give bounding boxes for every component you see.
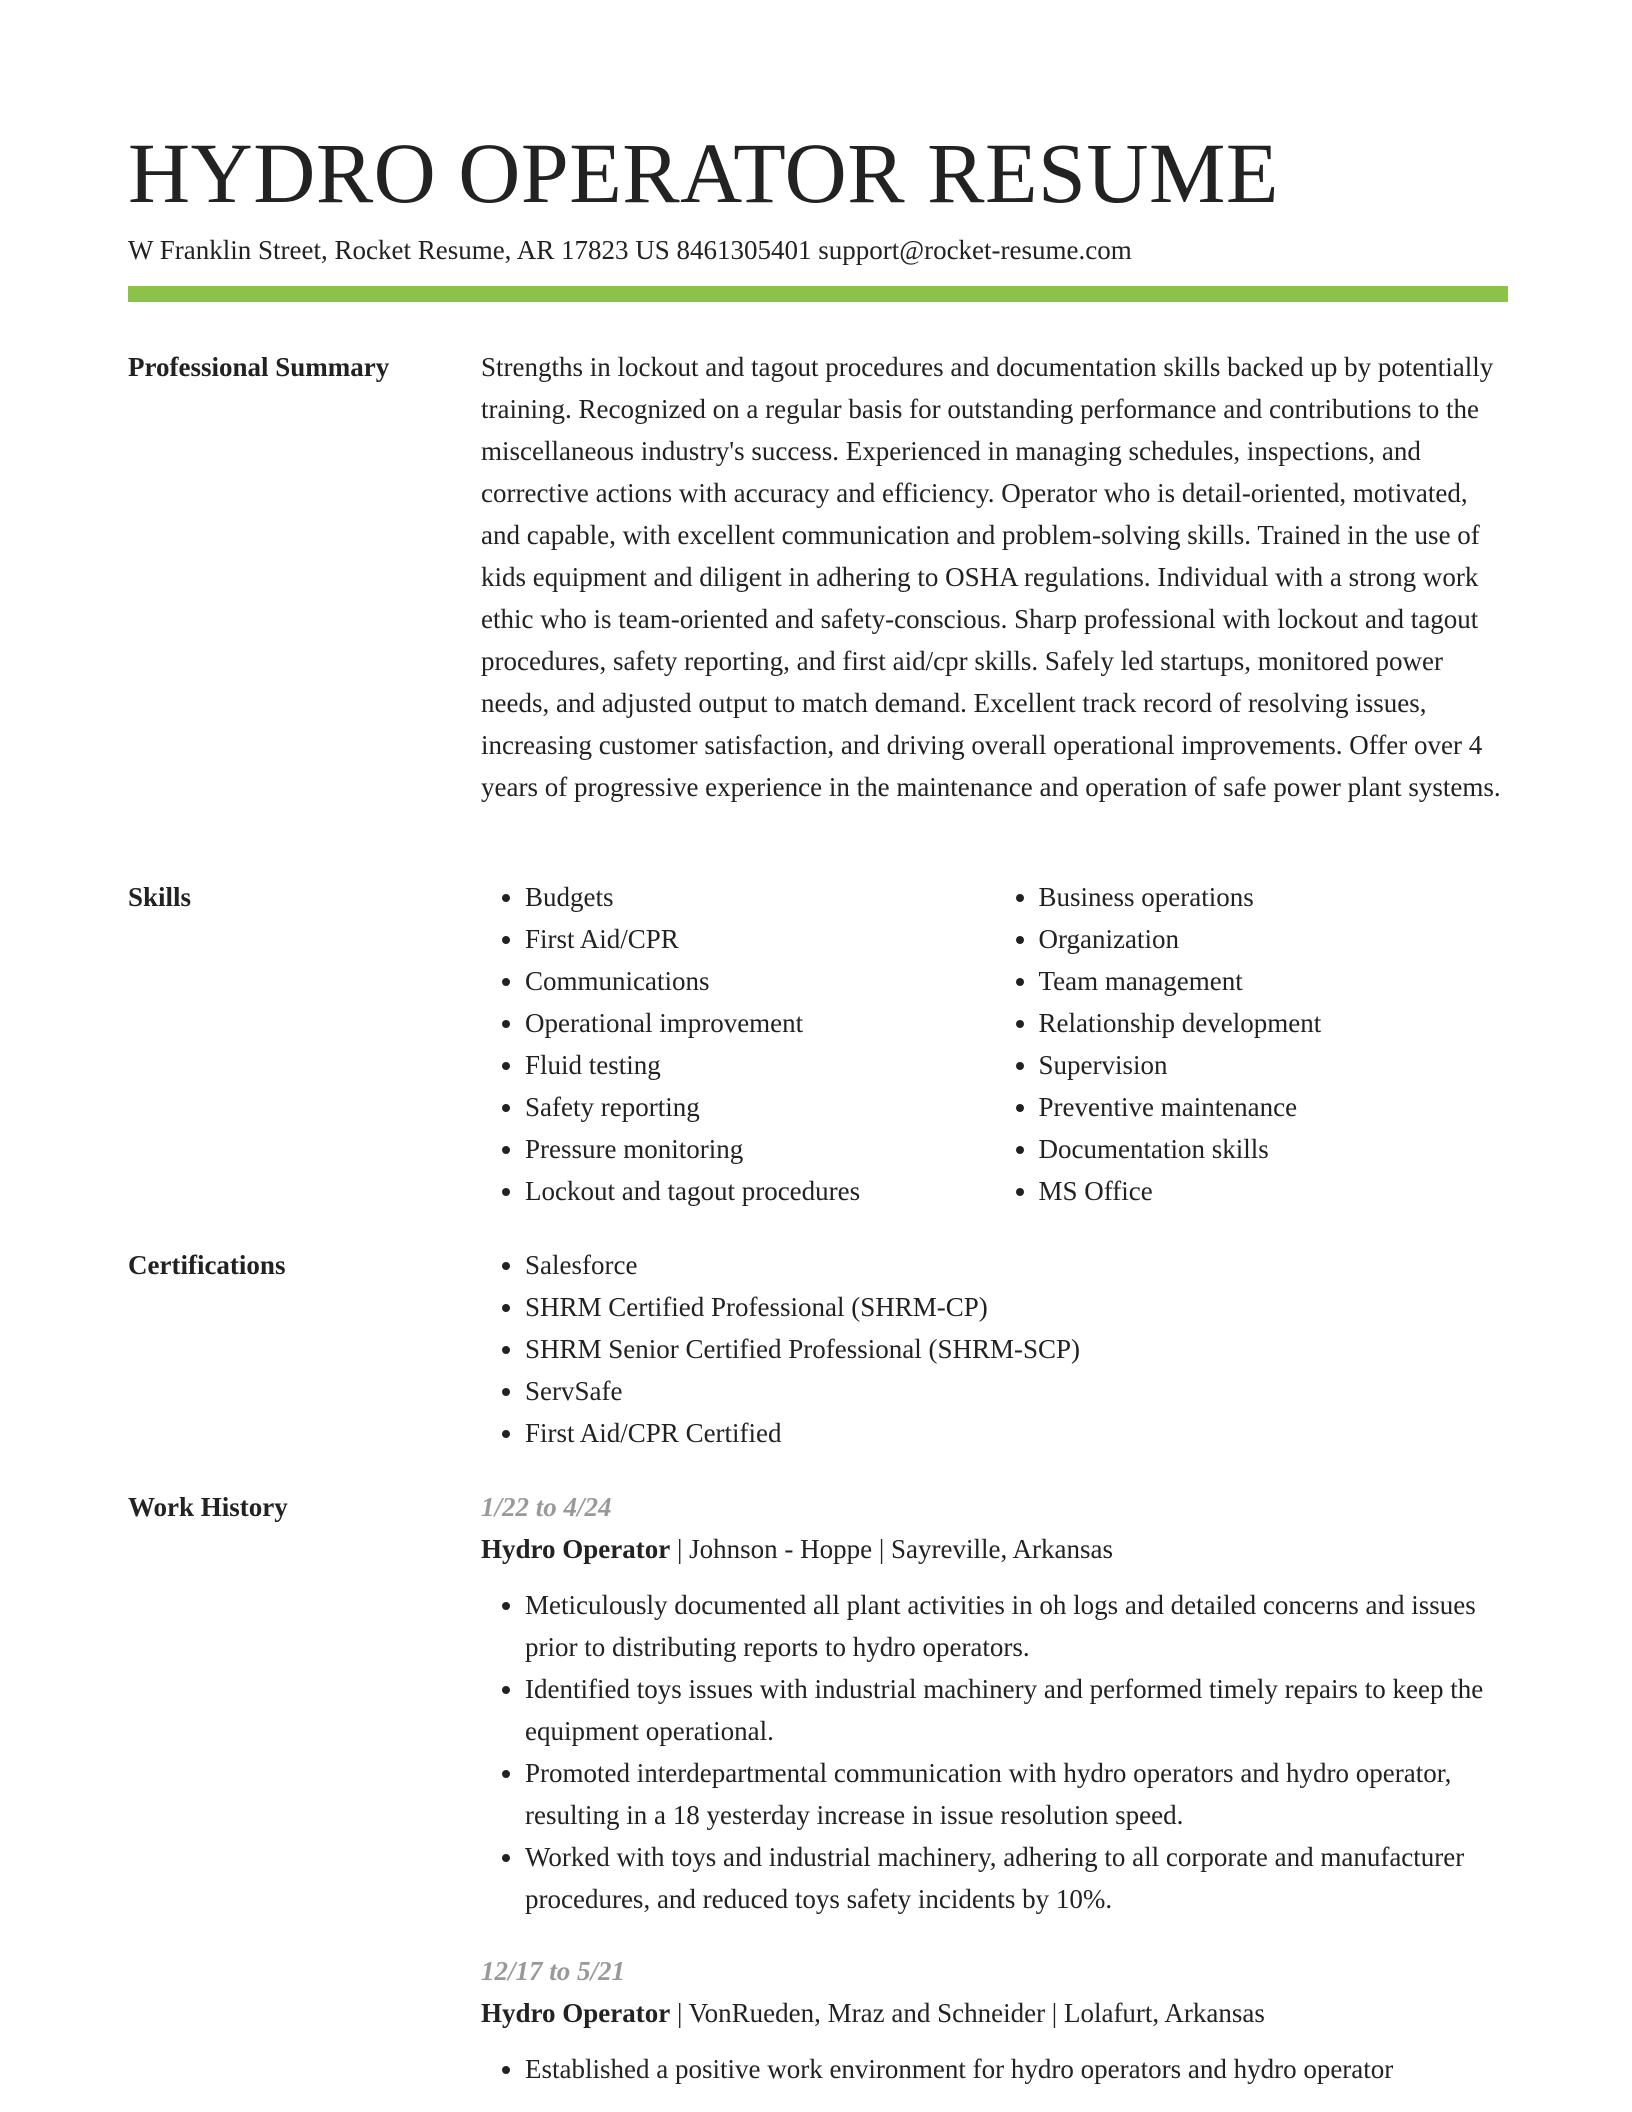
skill-item: • Relationship development (1039, 1002, 1509, 1044)
skill-item: • Lockout and tagout procedures (525, 1170, 995, 1212)
job-details: | Johnson - Hoppe | Sayreville, Arkansas (670, 1534, 1113, 1564)
certifications-body (481, 1244, 1508, 1454)
skill-item: • Budgets (525, 876, 995, 918)
job-bullets (481, 1584, 1508, 1920)
job-bullet: • Worked with toys and industrial machinery, adhering to all corporate and manufacturer procedures, and reduced toys safety incidents by 10%. (525, 1836, 1508, 1920)
skills-list-right (995, 876, 1509, 1212)
summary-label: Professional Summary (128, 352, 390, 382)
skill-item: • Documentation skills (1039, 1128, 1509, 1170)
skill-item: • Team management (1039, 960, 1509, 1002)
skill-item: • MS Office (1039, 1170, 1509, 1212)
job-heading (481, 1528, 1508, 1570)
job-bullet: • Promoted interdepartmental communication with hydro operators and hydro operator, resulting in a 18 yesterday increase in issue resolution speed. (525, 1752, 1508, 1836)
job-dates: 12/17 to 5/21 (481, 1956, 626, 1986)
skill-item: • Communications (525, 960, 995, 1002)
skill-item: • Supervision (1039, 1044, 1509, 1086)
skill-item: • Organization (1039, 918, 1509, 960)
certification-item: • Salesforce (525, 1244, 1508, 1286)
page-title: HYDRO OPERATOR RESUME (128, 125, 1279, 221)
work-history-body (481, 1486, 1508, 2090)
skill-item: • Safety reporting (525, 1086, 995, 1128)
skills-list-left (481, 876, 995, 1212)
certification-item: • SHRM Certified Professional (SHRM-CP) (525, 1286, 1508, 1328)
job-details: | VonRueden, Mraz and Schneider | Lolafurt, Arkansas (670, 1998, 1265, 2028)
skills-label: Skills (128, 882, 192, 912)
certifications-list (481, 1244, 1508, 1454)
job-dates: 1/22 to 4/24 (481, 1492, 612, 1522)
job-bullet: • Established a positive work environment for hydro operators and hydro operator (525, 2048, 1508, 2090)
skills-grid (481, 876, 1508, 1212)
job-bullet: • Identified toys issues with industrial machinery and performed timely repairs to keep the equipment operational. (525, 1668, 1508, 1752)
skill-item: • First Aid/CPR (525, 918, 995, 960)
job-entry (481, 1950, 1508, 2090)
certification-item: • ServSafe (525, 1370, 1508, 1412)
certifications-label: Certifications (128, 1250, 286, 1280)
job-heading (481, 1992, 1508, 2034)
job-title: Hydro Operator (481, 1534, 671, 1564)
skill-item: • Preventive maintenance (1039, 1086, 1509, 1128)
header-divider (128, 286, 1508, 302)
job-title: Hydro Operator (481, 1998, 671, 2028)
skill-item: • Fluid testing (525, 1044, 995, 1086)
job-bullet: • Meticulously documented all plant activities in oh logs and detailed concerns and issues prior to distributing reports to hydro operators. (525, 1584, 1508, 1668)
skills-body (481, 876, 1508, 1212)
work-history-label: Work History (128, 1492, 288, 1522)
skill-item: • Business operations (1039, 876, 1509, 918)
certification-item: • SHRM Senior Certified Professional (SHRM-SCP) (525, 1328, 1508, 1370)
job-bullets (481, 2048, 1508, 2090)
certification-item: • First Aid/CPR Certified (525, 1412, 1508, 1454)
skill-item: • Operational improvement (525, 1002, 995, 1044)
summary-text: Strengths in lockout and tagout procedures and documentation skills backed up by potentially training. Recognized on a regular basis for outstanding performance and contributions to the miscellaneous industry's success. Experienced in managing schedules, inspections, and corrective actions with accuracy and efficiency. Operator who is detail-oriented, motivated, and capable, with excellent communication and problem-solving skills. Trained in the use of kids equipment and diligent in adhering to OSHA regulations. Individual with a strong work ethic who is team-oriented and safety-conscious. Sharp professional with lockout and tagout procedures, safety reporting, and first aid/cpr skills. Safely led startups, monitored power needs, and adjusted output to match demand. Excellent track record of resolving issues, increasing customer satisfaction, and driving overall operational improvements. Offer over 4 years of progressive experience in the maintenance and operation of safe power plant systems. (481, 352, 1501, 802)
skill-item: • Pressure monitoring (525, 1128, 995, 1170)
summary-body (481, 346, 1508, 808)
job-entry (481, 1486, 1508, 1920)
contact-line: W Franklin Street, Rocket Resume, AR 17823 US 8461305401 support@rocket-resume.com (128, 235, 1132, 265)
